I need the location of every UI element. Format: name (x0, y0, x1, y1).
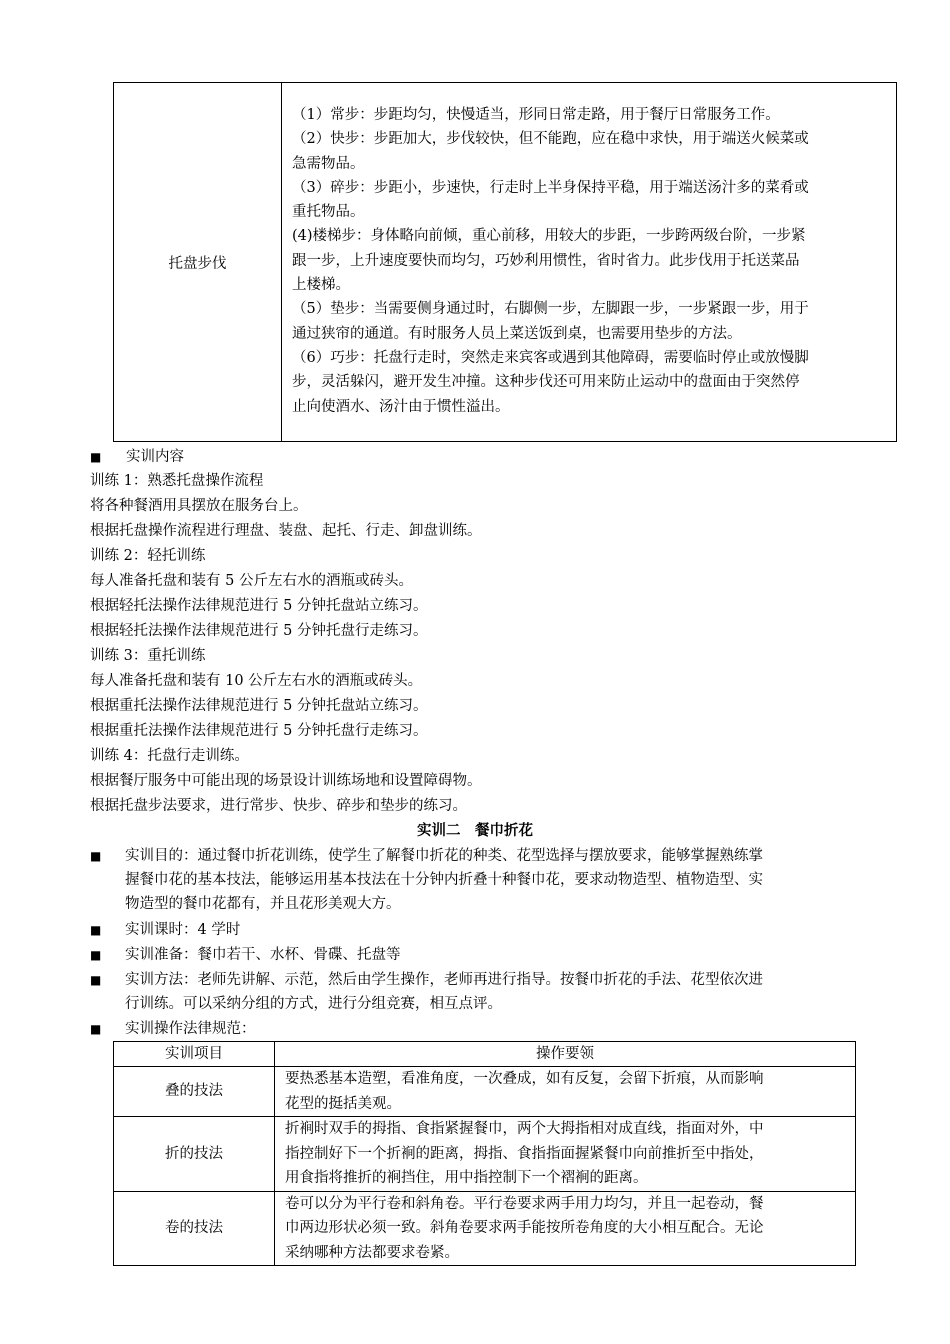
desc-line: 花型的挺括美观。 (285, 1095, 401, 1112)
training-line: 每人准备托盘和装有 10 公斤左右水的酒瓶或砖头。 (90, 673, 423, 689)
step-line: 上楼梯。 (292, 277, 350, 294)
tray-steps-table (113, 82, 897, 442)
table-row (114, 1191, 856, 1266)
bullet-text: 握餐巾花的基本技法，能够运用基本技法在十分钟内折叠十种餐巾花，要求动物造型、植物造型、实 (125, 872, 763, 889)
bullet-item (90, 943, 880, 967)
desc-line: 巾两边形状必须一致。斜角卷要求两手能按所卷角度的大小相互配合。无论 (285, 1220, 764, 1236)
table-header-row (114, 1042, 856, 1067)
training-line: 根据重托法操作法律规范进行 5 分钟托盘行走练习。 (90, 723, 428, 739)
desc-line: 采纳哪种方法都要求卷紧。 (285, 1244, 459, 1261)
bullet-square: ■ (90, 450, 102, 464)
step-line: 通过狭帘的通道。有时服务人员上菜送饭到桌，也需要用垫步的方法。 (292, 325, 742, 342)
bullet-square: ■ (90, 1022, 102, 1036)
bullet-square: ■ (90, 923, 102, 937)
technique-desc (275, 1117, 856, 1192)
desc-line: 指控制好下一个折裥的距离，拇指、食指指面握紧餐巾向前推折至中指处， (285, 1145, 764, 1162)
technique-desc (275, 1191, 856, 1266)
tray-steps-label: 托盘步伐 (114, 83, 282, 441)
bullet-text: 物造型的餐巾花都有，并且花形美观大方。 (125, 896, 401, 913)
training-line: 每人准备托盘和装有 5 公斤左右水的酒瓶或砖头。 (90, 573, 413, 589)
bullet-item (90, 1017, 880, 1041)
step-line: （6）巧步：托盘行走时，突然走来宾客或遇到其他障碍，需要临时停止或放慢脚 (292, 349, 809, 366)
bullet-text: 实训目的：通过餐巾折花训练，使学生了解餐巾折花的种类、花型选择与摆放要求，能够掌握熟练掌 (125, 848, 763, 864)
step-line: 步，灵活躲闪，避开发生冲撞。这种步伐还可用来防止运动中的盘面由于突然停 (292, 374, 800, 391)
technique-table (113, 1041, 856, 1266)
bullet-text: 实训操作法律规范： (125, 1021, 256, 1037)
step-line: 止向使酒水、汤汁由于惯性溢出。 (292, 398, 510, 415)
bullet-text: 实训课时：4 学时 (125, 922, 241, 938)
tray-steps-content (282, 83, 896, 441)
technique-name: 折的技法 (114, 1117, 275, 1192)
bullet-text: 实训方法：老师先讲解、示范，然后由学生操作，老师再进行指导。按餐巾折花的手法、花型依次进 (125, 972, 763, 988)
training-line: 训练 1：熟悉托盘操作流程 (90, 473, 264, 489)
technique-name: 卷的技法 (114, 1191, 275, 1266)
table-row (114, 1067, 856, 1117)
training-heading (90, 446, 184, 468)
step-line: 急需物品。 (292, 155, 365, 172)
technique-name: 叠的技法 (114, 1067, 275, 1117)
bullet-square: ■ (90, 973, 102, 987)
bullet-item (90, 918, 880, 942)
training-line: 训练 2：轻托训练 (90, 548, 206, 564)
desc-line: 用食指将推折的裥挡住，用中指控制下一个褶裥的距离。 (285, 1170, 648, 1186)
training-line: 将各种餐酒用具摆放在服务台上。 (90, 498, 308, 514)
step-line: 重托物品。 (292, 204, 365, 221)
bullet-item (90, 968, 880, 1016)
training-line: 根据托盘步法要求，进行常步、快步、碎步和垫步的练习。 (90, 798, 467, 814)
bullet-text: 行训练。可以采纳分组的方式，进行分组竞赛，相互点评。 (125, 996, 502, 1013)
desc-line: 折裥时双手的拇指、食指紧握餐巾，两个大拇指相对成直线，指面对外，中 (285, 1121, 764, 1137)
training-line: 根据轻托法操作法律规范进行 5 分钟托盘站立练习。 (90, 598, 428, 614)
bullet-square: ■ (90, 948, 102, 962)
section-title: 实训二 餐巾折花 (417, 822, 533, 839)
training-line: 训练 4：托盘行走训练。 (90, 748, 249, 764)
desc-line: 卷可以分为平行卷和斜角卷。平行卷要求两手用力均匀，并且一起卷动，餐 (285, 1195, 764, 1212)
training-line: 根据轻托法操作法律规范进行 5 分钟托盘行走练习。 (90, 623, 428, 639)
training-line: 根据重托法操作法律规范进行 5 分钟托盘站立练习。 (90, 698, 428, 714)
step-line: （2）快步：步距加大，步伐较快，但不能跑，应在稳中求快，用于端送火候菜或 (292, 131, 809, 148)
step-line: 跟一步，上升速度要快而均匀，巧妙利用惯性，省时省力。此步伐用于托送菜品 (292, 252, 800, 269)
training-line: 训练 3：重托训练 (90, 648, 206, 664)
table-header-cell: 操作要领 (275, 1042, 856, 1067)
step-line: (4)楼梯步：身体略向前倾，重心前移，用较大的步距，一步跨两级台阶，一步紧 (292, 228, 806, 245)
desc-line: 要热悉基本造塑，看准角度，一次叠成，如有反复，会留下折痕，从而影响 (285, 1071, 764, 1087)
training-line: 根据餐厅服务中可能出现的场景设计训练场地和设置障碍物。 (90, 773, 482, 789)
step-line: （3）碎步：步距小，步速快，行走时上半身保持平稳，用于端送汤汁多的菜肴或 (292, 179, 809, 196)
table-header-cell: 实训项目 (114, 1042, 275, 1067)
bullet-square: ■ (90, 849, 102, 863)
bullet-text: 实训准备：餐巾若干、水杯、骨碟、托盘等 (125, 947, 401, 963)
step-line: （1）常步：步距均匀，快慢适当，形同日常走路，用于餐厅日常服务工作。 (292, 107, 780, 123)
bullet-item (90, 844, 880, 917)
training-heading-text: 实训内容 (125, 449, 184, 465)
training-line: 根据托盘操作流程进行理盘、装盘、起托、行走、卸盘训练。 (90, 523, 482, 539)
step-line: （5）垫步：当需要侧身通过时，右脚侧一步，左脚跟一步，一步紧跟一步，用于 (292, 301, 809, 318)
technique-desc (275, 1067, 856, 1117)
table-row (114, 1117, 856, 1192)
